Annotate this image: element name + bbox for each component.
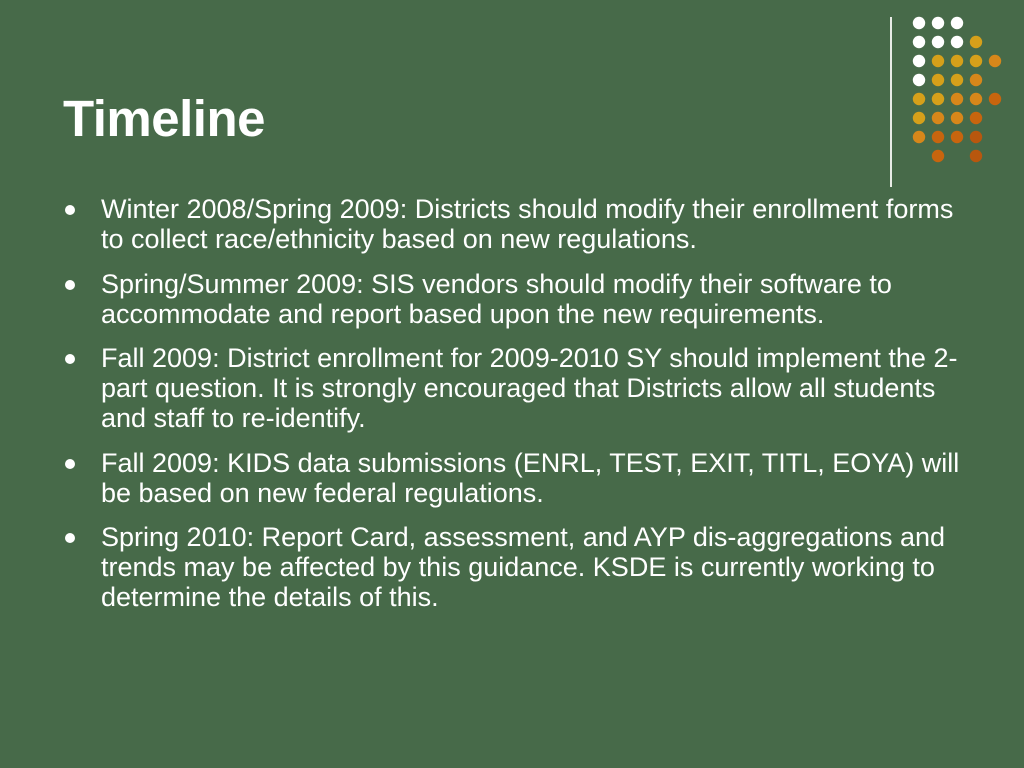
decorative-dot — [951, 74, 963, 86]
bullet-item — [63, 343, 963, 433]
decorative-dot — [970, 74, 982, 86]
decorative-dot — [951, 112, 963, 124]
decorative-dot — [913, 17, 925, 29]
bullet-dot-icon — [65, 280, 75, 290]
decorative-dot — [951, 17, 963, 29]
bullet-item — [63, 448, 963, 508]
decorative-dot — [932, 36, 944, 48]
decorative-dot — [932, 112, 944, 124]
decorative-dot — [951, 131, 963, 143]
decorative-dot — [913, 93, 925, 105]
decorative-dot — [989, 93, 1001, 105]
decorative-dot — [913, 36, 925, 48]
bullet-text: Fall 2009: District enrollment for 2009-2010 SY should implement the 2-part question. It is strongly encouraged that Districts allow all students and staff to re-identify. — [101, 343, 958, 433]
bullet-list — [63, 194, 963, 627]
decorative-dot — [970, 36, 982, 48]
decorative-dot — [970, 150, 982, 162]
bullet-text: Spring 2010: Report Card, assessment, and AYP dis-aggregations and trends may be affected by this guidance. KSDE is currently working to determine the details of this. — [101, 522, 946, 612]
decorative-dot — [951, 55, 963, 67]
decorative-dot — [951, 36, 963, 48]
decorative-dot-grid — [907, 11, 1017, 171]
decorative-dot — [913, 74, 925, 86]
decorative-dot — [932, 55, 944, 67]
bullet-dot-icon — [65, 533, 75, 543]
slide-title: Timeline — [63, 90, 265, 147]
decorative-dot — [913, 112, 925, 124]
decorative-dot — [970, 55, 982, 67]
decorative-dot — [989, 55, 1001, 67]
bullet-text: Spring/Summer 2009: SIS vendors should modify their software to accommodate and report based upon the new requirements. — [101, 268, 892, 329]
decorative-dot — [913, 55, 925, 67]
decorative-dot — [932, 17, 944, 29]
decorative-dot — [951, 93, 963, 105]
decorative-dot — [932, 93, 944, 105]
decorative-dot — [970, 112, 982, 124]
bullet-item — [63, 522, 963, 612]
decorative-dot — [932, 150, 944, 162]
bullet-dot-icon — [65, 459, 75, 469]
decorative-dot — [970, 93, 982, 105]
decorative-dot — [932, 131, 944, 143]
decorative-dot — [932, 74, 944, 86]
bullet-text: Fall 2009: KIDS data submissions (ENRL, TEST, EXIT, TITL, EOYA) will be based on new federal regulations. — [101, 447, 960, 508]
bullet-dot-icon — [65, 205, 75, 215]
decorative-dot — [970, 131, 982, 143]
decorative-dot — [913, 131, 925, 143]
header-divider-line — [890, 17, 892, 187]
bullet-text: Winter 2008/Spring 2009: Districts should modify their enrollment forms to collect race/ethnicity based on new regulations. — [101, 194, 954, 254]
bullet-item — [63, 194, 963, 254]
bullet-item — [63, 269, 963, 329]
bullet-dot-icon — [65, 354, 75, 364]
